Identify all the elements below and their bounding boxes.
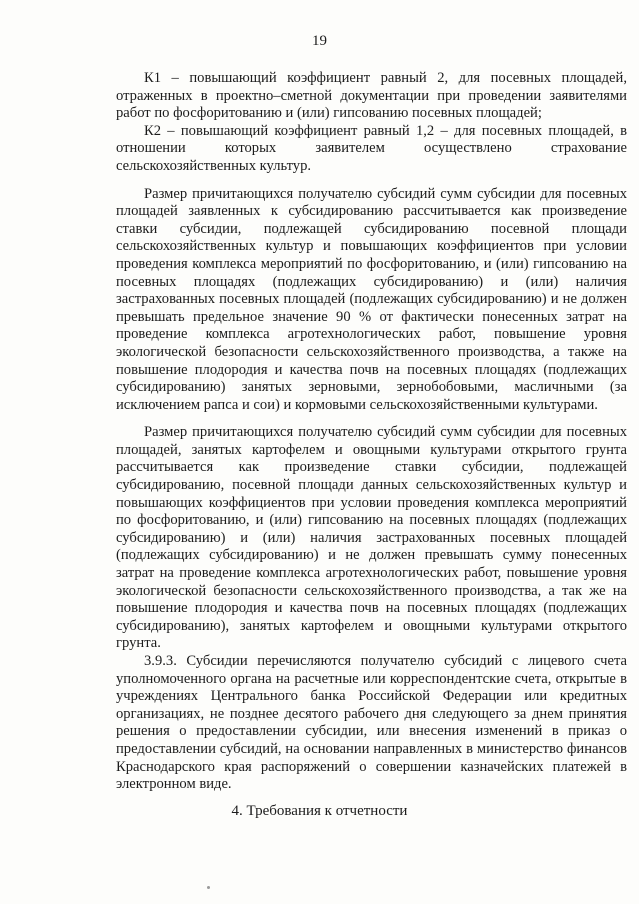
document-body xyxy=(116,70,627,794)
section-heading: 4. Требования к отчетности xyxy=(231,803,408,819)
scan-speck xyxy=(207,886,210,889)
paragraph-subsidy-size-potato-vegetables: Размер причитающихся получателю субсидий сумм субсидии для посевных площадей, занятых картофелем и овощными культурами открытого грунта рассчитывается как произведение ставки субсидии, подлежащей субсидированию, посевной площади данных сельскохозяйственных культур и повышающих коэффициентов при условии проведения комплекса мероприятий по фосфоритованию, и (или) гипсованию на посевных площадях (подлежащих субсидированию) и (или) наличия застрахованных посевных площадей (подлежащих субсидированию) и не должен превышать сумму понесенных затрат на проведение комплекса агротехнологических работ, повышение уровня экологической безопасности сельскохозяйственного производства, а так же на повышение плодородия и качества почв на посевных площадях (подлежащих субсидированию), занятых картофелем и овощными культурами открытого грунта. xyxy=(116,424,627,652)
paragraph-k2: К2 – повышающий коэффициент равный 1,2 – для посевных площадей, в отношении которых заявителем осуществлено страхование сельскохозяйственных культур. xyxy=(116,122,627,174)
paragraph-3-9-3: 3.9.3. Субсидии перечисляются получателю субсидий с лицевого счета уполномоченного органа на расчетные или корреспондентские счета, открытые в учреждениях Центрального банка Российской Федерации или кредитных организациях, не позднее десятого рабочего дня следующего за днем принятия решения о предоставлении субсидии, или внесения изменений в приказ о предоставлении субсидий, на основании направленных в министерство финансов Краснодарского края распоряжений о совершении казначейских платежей в электронном виде. xyxy=(116,653,627,793)
paragraph-subsidy-size-field-crops: Размер причитающихся получателю субсидий сумм субсидии для посевных площадей заявленных к субсидированию рассчитывается как произведение ставки субсидии, подлежащей субсидированию посевной площади сельскохозяйственных культур и повышающих коэффициентов при условии проведения комплекса мероприятий по фосфоритованию, и (или) гипсованию на посевных площадях (подлежащих субсидированию) и (или) наличия застрахованных посевных площадей (подлежащих субсидированию) и не должен превышать предельное значение 90 % от фактически понесенных затрат на проведение комплекса агротехнологических работ, повышение уровня экологической безопасности сельскохозяйственного производства, а также на повышение плодородия и качества почв на посевных площадях (подлежащих субсидированию) занятых зерновыми, зернобобовыми, масличными (за исключением рапса и сои) и кормовыми сельскохозяйственными культурами. xyxy=(116,185,627,413)
page-number: 19 xyxy=(312,33,327,49)
paragraph-k1: К1 – повышающий коэффициент равный 2, для посевных площадей, отраженных в проектно–сметной документации при проведении заявителями работ по фосфоритованию и (или) гипсованию посевных площадей; xyxy=(116,70,627,122)
